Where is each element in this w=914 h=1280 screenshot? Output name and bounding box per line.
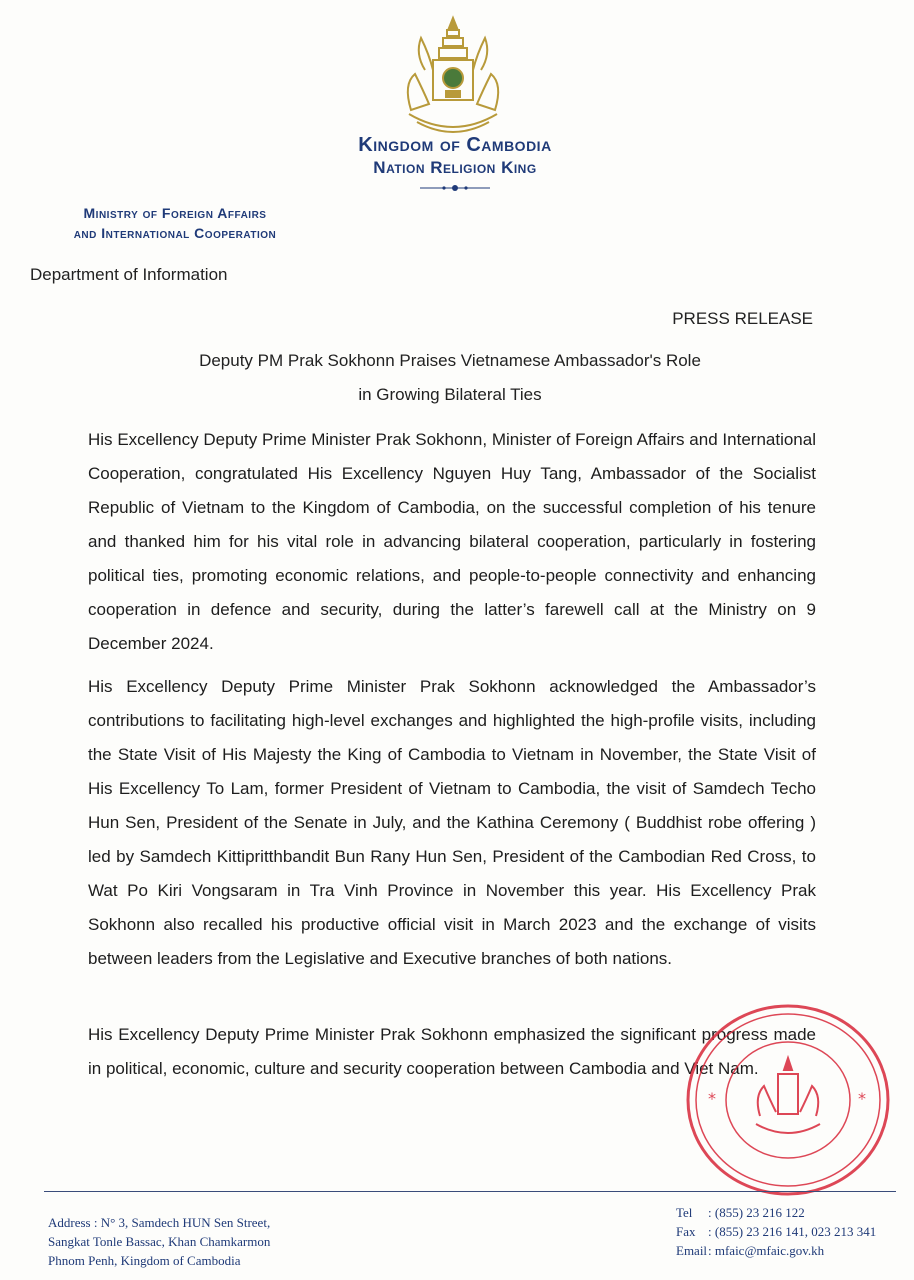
tel-value: : (855) 23 216 122: [708, 1205, 805, 1220]
department-name: Department of Information: [30, 265, 228, 284]
ministry-name-line2: and International Cooperation: [73, 225, 277, 241]
fax-value: : (855) 23 216 141, 023 213 341: [708, 1224, 877, 1239]
contact-fax: [676, 1222, 906, 1241]
contact-email: [676, 1241, 906, 1260]
body-paragraph: His Excellency Deputy Prime Minister Prak Sokhonn, Minister of Foreign Affairs and International Cooperation, congratulated His Excellency Nguyen Huy Tang, Ambassador of the Socialist Republic of Vietnam to the Kingdom of Cambodia, on the successful completion of his tenure and thanked him for his vital role in advancing bilateral cooperation, particularly in fostering political ties, promoting economic relations, and people-to-people connectivity and enhancing cooperation in defence and security, during the latter’s farewell call at the Ministry on 9 December 2024.: [88, 430, 816, 653]
footer-contacts: [676, 1203, 906, 1260]
tel-label: Tel: [676, 1205, 693, 1220]
body-paragraph: His Excellency Deputy Prime Minister Prak Sokhonn acknowledged the Ambassador’s contributions to facilitating high-level exchanges and highlighted the high-profile visits, including the State Visit of His Majesty the King of Cambodia to Vietnam in November, the State Visit of His Excellency To Lam, former President of Vietnam to Cambodia, the visit of Samdech Techo Hun Sen, President of the Senate in July, and the Kathina Ceremony ( Buddhist robe offering ) led by Samdech Kittipritthbandit Bun Rany Hun Sen, President of the Cambodian Red Cross, to Wat Po Kiri Vongsaram in Tra Vinh Province in November this year. His Excellency Prak Sokhonn also recalled his productive official visit in March 2023 and the exchange of visits between leaders from the Legislative and Executive branches of both nations.: [88, 677, 816, 968]
fax-label: Fax: [676, 1224, 696, 1239]
release-title-line1: Deputy PM Prak Sokhonn Praises Vietnamese Ambassador's Role: [199, 351, 701, 370]
official-seal-stamp: [682, 1000, 894, 1200]
royal-emblem: [395, 14, 511, 142]
divider-ornament: [420, 184, 490, 192]
svg-text:*: *: [708, 1089, 716, 1108]
address-line: Address : N° 3, Samdech HUN Sen Street,: [48, 1215, 271, 1230]
ministry-name-line1: Ministry of Foreign Affairs: [83, 205, 267, 221]
footer-divider: [44, 1191, 896, 1192]
email-label: Email: [676, 1243, 708, 1258]
address-line: Phnom Penh, Kingdom of Cambodia: [48, 1253, 241, 1268]
release-title-line2: in Growing Bilateral Ties: [358, 385, 542, 404]
national-motto: Nation Religion King: [373, 158, 537, 177]
footer-address: [48, 1213, 348, 1270]
body-paragraph: His Excellency Deputy Prime Minister Prak Sokhonn emphasized the significant progress made in political, economic, culture and security cooperation between Cambodia and Viet Nam.: [88, 1025, 816, 1078]
contact-tel: [676, 1203, 906, 1222]
email-value: : mfaic@mfaic.gov.kh: [708, 1243, 825, 1258]
document-type-label: PRESS RELEASE: [672, 309, 813, 328]
svg-text:*: *: [858, 1089, 866, 1108]
country-name: Kingdom of Cambodia: [358, 134, 552, 156]
address-line: Sangkat Tonle Bassac, Khan Chamkarmon: [48, 1234, 271, 1249]
